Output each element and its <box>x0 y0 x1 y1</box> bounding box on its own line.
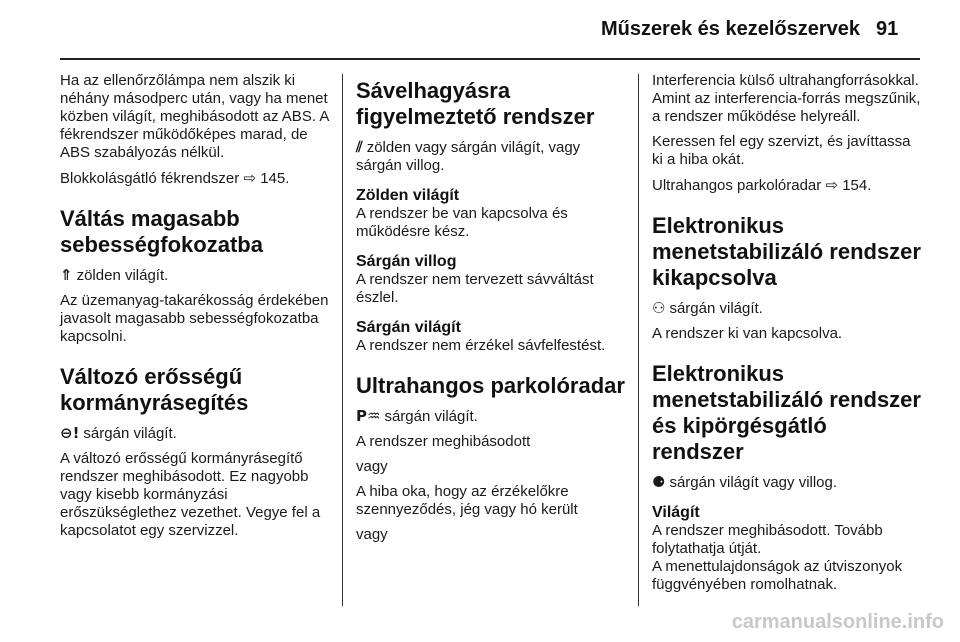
parking-paragraph-4: vagy <box>356 526 388 543</box>
header-rule <box>60 58 920 60</box>
steering-wheel-warning-icon: ⊖! <box>60 424 80 442</box>
column-3 <box>652 72 922 601</box>
page-ref-arrow-icon: ⇨ <box>243 169 257 187</box>
watermark: carmanualsonline.info <box>731 611 944 633</box>
upshift-paragraph: Az üzemanyag-takarékosság érdekében javasolt magasabb sebességfokozatba kapcsolni. <box>60 292 329 345</box>
lane-departure-icon: ⫽ <box>356 138 363 156</box>
lit-paragraph-2: A menettulajdonságok az útviszonyok függvényében romolhatnak. <box>652 558 903 593</box>
upshift-indicator-line <box>60 266 332 285</box>
heading-green-lit: Zölden világít <box>356 187 460 204</box>
steering-indicator-line <box>60 424 332 443</box>
heading-parking-radar: Ultrahangos parkolóradar <box>356 373 625 398</box>
heading-yellow-blink: Sárgán villog <box>356 253 457 270</box>
column-divider-2 <box>638 74 639 606</box>
page-number: 91 <box>876 18 899 40</box>
esc-skid-icon: ⚈ <box>652 473 666 491</box>
service-paragraph: Keressen fel egy szervizt, és javíttassa ki a hiba okát. <box>652 133 911 168</box>
esc-tc-indicator-text: sárgán világít vagy villog. <box>669 474 838 491</box>
steering-indicator-text: sárgán világít. <box>83 425 177 442</box>
column-1 <box>60 72 332 547</box>
interference-paragraph: Interferencia külső ultrahangforrásokkal. Amint az interferencia-forrás megszűnik, a rendszer működése helyreáll. <box>652 72 921 125</box>
parking-paragraph-2: vagy <box>356 458 388 475</box>
page-header-title: Műszerek és kezelőszervek <box>600 18 860 40</box>
heading-lit: Világít <box>652 504 700 521</box>
heading-esc-off: Elektronikus menetstabilizáló rendszer kikapcsolva <box>652 213 921 290</box>
heading-upshift: Váltás magasabb sebességfokozatba <box>60 206 263 257</box>
parking-sensor-icon: P♒ <box>356 407 381 425</box>
yellow-lit-paragraph: A rendszer nem érzékel sávfelfestést. <box>356 337 606 354</box>
esc-off-paragraph: A rendszer ki van kapcsolva. <box>652 325 843 342</box>
parking-reference <box>652 176 922 195</box>
parking-indicator-line <box>356 407 628 426</box>
parking-paragraph-3: A hiba oka, hogy az érzékelőkre szennyeződés, jég vagy hó került <box>356 483 578 518</box>
parking-reference-text: Ultrahangos parkolóradar <box>652 177 822 194</box>
column-divider-1 <box>342 74 343 606</box>
lane-indicator-line <box>356 138 628 175</box>
steering-paragraph: A változó erősségű kormányrásegítő rendszer meghibásodott. Ez nagyobb vagy kisebb kormányzási erőszükséglethez vezethet. Vegye fel a kapcsolatot egy szervizzel. <box>60 450 321 539</box>
heading-esc-tc: Elektronikus menetstabilizáló rendszer és kipörgésgátló rendszer <box>652 361 921 464</box>
abs-reference-text: Blokkolásgátló fékrendszer <box>60 170 240 187</box>
parking-paragraph-1: A rendszer meghibásodott <box>356 433 531 450</box>
lane-indicator-text: zölden vagy sárgán világít, vagy sárgán villog. <box>356 139 581 174</box>
abs-paragraph: Ha az ellenőrzőlámpa nem alszik ki néhány másodperc után, vagy ha menet közben világít, meghibásodott az ABS. A fékrendszer működőképes marad, de ABS szabályozás nélkül. <box>60 72 329 161</box>
column-2 <box>356 72 628 551</box>
parking-reference-page: 154. <box>842 177 872 194</box>
green-lit-paragraph: A rendszer be van kapcsolva és működésre kész. <box>356 205 568 240</box>
yellow-blink-paragraph: A rendszer nem tervezett sávváltást észlel. <box>356 271 594 306</box>
upshift-indicator-text: zölden világít. <box>76 267 169 284</box>
lit-paragraph-1: A rendszer meghibásodott. Tovább folytathatja útját. <box>652 522 883 557</box>
esc-tc-indicator-line <box>652 473 922 492</box>
upshift-arrow-icon: ⇑ <box>60 266 73 284</box>
esc-off-indicator-text: sárgán világít. <box>669 300 763 317</box>
abs-reference <box>60 169 332 188</box>
heading-lane-departure: Sávelhagyásra figyelmeztető rendszer <box>356 78 595 129</box>
page-ref-arrow-icon: ⇨ <box>825 176 839 194</box>
esc-off-icon: ⚇ <box>652 299 666 317</box>
heading-yellow-lit: Sárgán világít <box>356 319 461 336</box>
heading-steering: Változó erősségű kormányrásegítés <box>60 364 249 415</box>
abs-reference-page: 145. <box>260 170 290 187</box>
parking-indicator-text: sárgán világít. <box>384 408 478 425</box>
esc-off-indicator-line <box>652 299 922 318</box>
